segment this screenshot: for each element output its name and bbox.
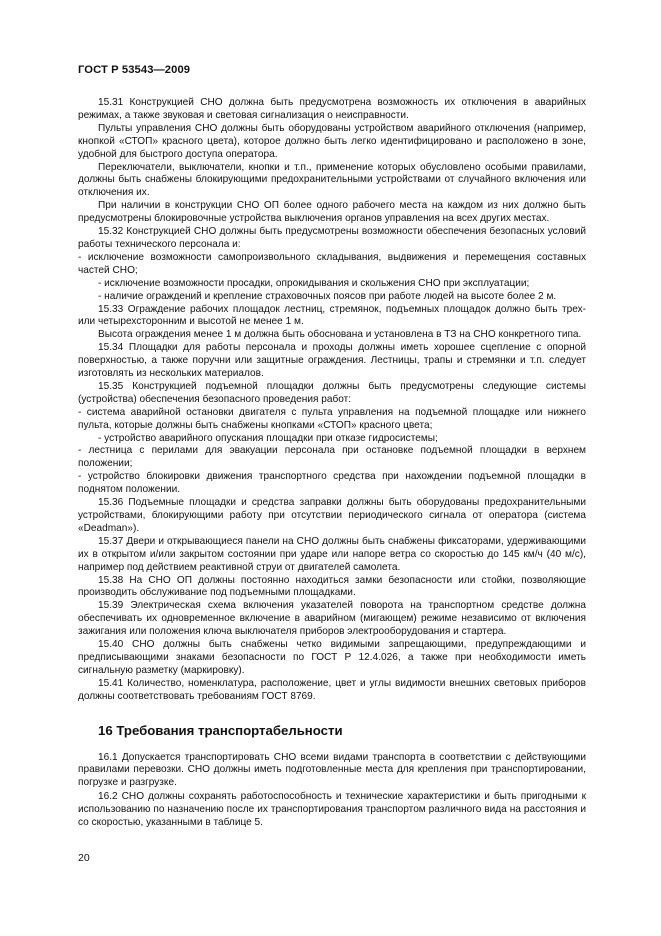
list-item: - устройство блокировки движения транспортного средства при нахождении подъемной площадки в поднятом положении. (78, 471, 586, 496)
paragraph: Пульты управления СНО должны быть оборудованы устройством аварийного отключения (например, кнопкой «СТОП» красного цвета), которое должно быть легко идентифицировано и расположено в зоне, удобной для быстрого доступа оператора. (78, 122, 586, 160)
paragraph-15-35: 15.35 Конструкцией подъемной площадки должны быть предусмотрены следующие системы (устройства) обеспечения безопасного проведения работ: (78, 380, 586, 405)
paragraph-15-41: 15.41 Количество, номенклатура, расположение, цвет и углы видимости внешних световых приборов должны соответствовать требованиям ГОСТ 8769. (78, 677, 586, 702)
list-item: - наличие ограждений и крепление страховочных поясов при работе людей на высоте более 2 м. (98, 290, 557, 302)
paragraph-15-33: 15.33 Ограждение рабочих площадок лестниц, стремянок, подъемных площадок должно быть трех- или четырехсторонним и высотой не менее 1 м. (78, 303, 586, 328)
paragraph-15-39: 15.39 Электрическая схема включения указателей поворота на транспортном средстве должна обеспечивать их одновременное включение в аварийном (мигающем) режиме независимо от включения зажигания или положения ключа выключателя приборов электрооборудования и стартера. (78, 600, 586, 638)
paragraph-15-31: 15.31 Конструкцией СНО должна быть предусмотрена возможность их отключения в аварийных режимах, а также звуковая и световая сигнализация о неисправности. (78, 97, 586, 121)
paragraph-15-37: 15.37 Двери и открывающиеся панели на СНО должны быть снабжены фиксаторами, удерживающими их в открытом и/или закрытом состоянии при ударе или напоре ветра со скоростью до 145 км/ч (40 м/с), например под действием реактивной струи от двигателей самолета. (78, 535, 586, 573)
paragraph-16-1: 16.1 Допускается транспортировать СНО всеми видами транспорта в соответствии с действующими правилами перевозки. СНО должны иметь подготовленные места для крепления при транспортировании, погрузке и разгрузке. (78, 751, 586, 789)
paragraph-15-38: 15.38 На СНО ОП должны постоянно находиться замки безопасности или стойки, позволяющие производить обслуживание под подъемными площадками. (78, 574, 586, 599)
page-number: 20 (78, 852, 90, 864)
document-header: ГОСТ Р 53543—2009 (78, 64, 191, 76)
paragraph-15-34: 15.34 Площадки для работы персонала и проходы должны иметь хорошее сцепление с опорной поверхностью, а также поручни или защитные ограждения. Лестницы, трапы и стремянки и т.п. следует изготовлять из нескольких материалов. (78, 342, 586, 380)
list-item: - система аварийной остановки двигателя с пульта управления на подъемной площадке или нижнего пульта, которые должны быть снабжены кнопками «СТОП» красного цвета; (78, 406, 586, 431)
paragraph-16-2: 16.2 СНО должны сохранять работоспособность и технические характеристики и быть пригодными к использованию по назначению после их транспортирования транспортом различного вида на расстояния и со скоростью, указанными в таблице 5. (78, 791, 586, 829)
paragraph-15-40: 15.40 СНО должны быть снабжены четко видимыми запрещающими, предупреждающими и предписывающими знаками безопасности по ГОСТ Р 12.4.026, а также при необходимости иметь сигнальную разметку (маркировку). (78, 639, 586, 676)
list-item: - устройство аварийного опускания площадки при отказе гидросистемы; (98, 432, 438, 444)
list-item: - исключение возможности самопроизвольного складывания, выдвижения и перемещения составных частей СНО; (78, 251, 586, 276)
paragraph: Высота ограждения менее 1 м должна быть обоснована и установлена в ТЗ на СНО конкретного типа. (98, 329, 582, 341)
paragraph: При наличии в конструкции СНО ОП более одного рабочего места на каждом из них должно быть предусмотрены блокировочные устройства выключения органов управления на всех других местах. (78, 200, 586, 225)
paragraph: Переключатели, выключатели, кнопки и т.п., применение которых обусловлено особыми правилами, должны быть снабжены блокирующими предохранительными устройствами от случайного включения или отключения их. (78, 161, 586, 199)
list-item: - исключение возможности просадки, опрокидывания и скольжения СНО при эксплуатации; (98, 277, 530, 289)
document-body (78, 97, 586, 830)
paragraph-15-32: 15.32 Конструкцией СНО должны быть предусмотрены возможности обеспечения безопасных условий работы технического персонала и: (78, 226, 586, 250)
paragraph-15-36: 15.36 Подъемные площадки и средства заправки должны быть оборудованы предохранительными устройствами, блокирующими работу при отсутствии периодического сигнала от оператора (система «Deadman»). (78, 497, 586, 534)
list-item: - лестница с перилами для эвакуации персонала при остановке подъемной площадки в верхнем положении; (78, 445, 586, 470)
section-heading: 16 Требования транспортабельности (98, 722, 343, 738)
